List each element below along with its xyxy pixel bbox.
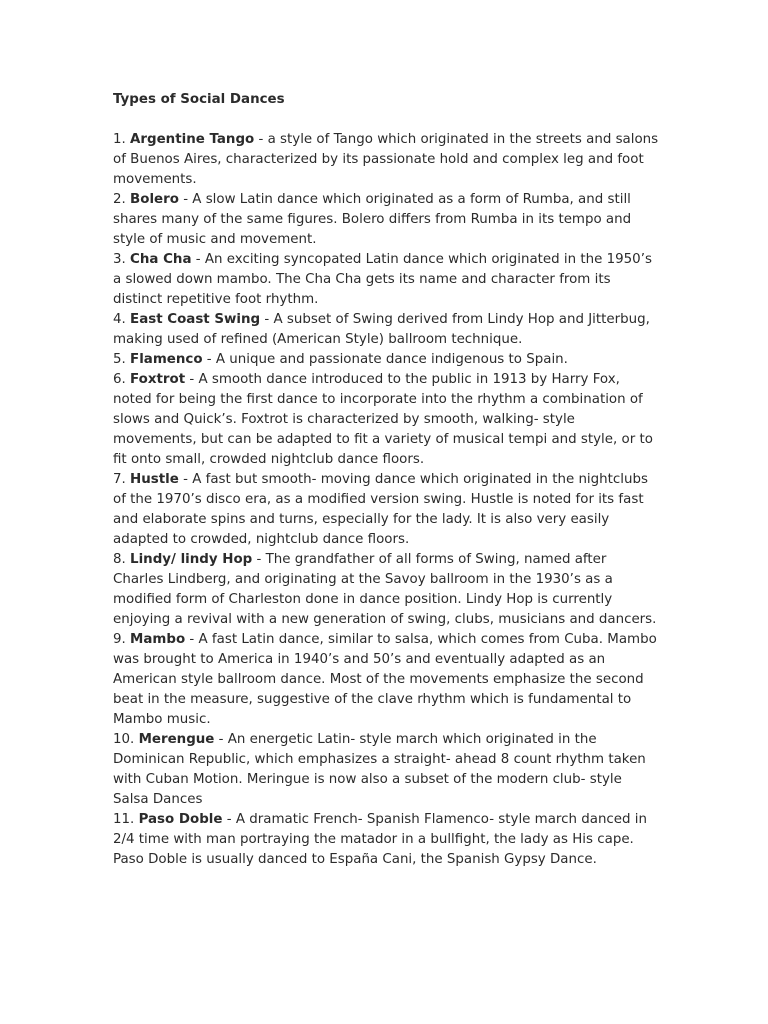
entry-number: 9. bbox=[113, 632, 126, 647]
entry-term: Flamenco bbox=[130, 352, 203, 367]
entry-number: 1. bbox=[113, 132, 126, 147]
dance-entry-merengue bbox=[113, 730, 661, 810]
entry-description: - A smooth dance introduced to the public in 1913 by Harry Fox, noted for being the first dance to incorporate into the rhythm a combination of slows and Quick’s. Foxtrot is characterized by smooth, walking- style movements, but can be adapted to fit a variety of musical tempi and style, or to fit onto small, crowded nightclub dance floors. bbox=[113, 372, 653, 467]
entry-term: Argentine Tango bbox=[130, 132, 255, 147]
entry-description: - An exciting syncopated Latin dance which originated in the 1950’s a slowed down mambo. The Cha Cha gets its name and character from its distinct repetitive foot rhythm. bbox=[113, 252, 652, 307]
entry-number: 10. bbox=[113, 732, 135, 747]
dance-entry-east-coast-swing bbox=[113, 310, 661, 350]
entry-description: - An energetic Latin- style march which originated in the Dominican Republic, which emphasizes a straight- ahead 8 count rhythm taken with Cuban Motion. Meringue is now also a subset of the modern club- style Salsa Dances bbox=[113, 732, 646, 807]
entry-description: - A unique and passionate dance indigenous to Spain. bbox=[202, 352, 568, 367]
entry-number: 5. bbox=[113, 352, 126, 367]
entry-description: - A subset of Swing derived from Lindy Hop and Jitterbug, making used of refined (American Style) ballroom technique. bbox=[113, 312, 650, 347]
entry-number: 6. bbox=[113, 372, 126, 387]
dance-entry-foxtrot bbox=[113, 370, 661, 470]
document-title: Types of Social Dances bbox=[113, 92, 285, 107]
dance-entry-bolero bbox=[113, 190, 661, 250]
entry-term: Paso Doble bbox=[138, 812, 223, 827]
entry-term: Bolero bbox=[130, 192, 179, 207]
document-page bbox=[113, 90, 661, 870]
entry-number: 7. bbox=[113, 472, 126, 487]
entry-term: Lindy/ lindy Hop bbox=[130, 552, 253, 567]
entry-description: - The grandfather of all forms of Swing, named after Charles Lindberg, and originating at the Savoy ballroom in the 1930’s as a modified form of Charleston done in dance position. Lindy Hop is currently enjoying a revival with a new generation of swing, clubs, musicians and dancers. bbox=[113, 552, 657, 627]
entry-description: - A slow Latin dance which originated as a form of Rumba, and still shares many of the same figures. Bolero differs from Rumba in its tempo and style of music and movement. bbox=[113, 192, 632, 247]
entry-description: - a style of Tango which originated in the streets and salons of Buenos Aires, characterized by its passionate hold and complex leg and foot movements. bbox=[113, 132, 659, 187]
dance-entry-flamenco bbox=[113, 350, 661, 370]
entry-term: Merengue bbox=[138, 732, 215, 747]
entry-description: - A fast but smooth- moving dance which originated in the nightclubs of the 1970’s disco era, as a modified version swing. Hustle is noted for its fast and elaborate spins and turns, especially for the lady. It is also very easily adapted to crowded, nightclub dance floors. bbox=[113, 472, 648, 547]
dance-entry-argentine-tango bbox=[113, 130, 661, 190]
dance-list bbox=[113, 130, 661, 870]
entry-term: Mambo bbox=[130, 632, 186, 647]
entry-description: - A dramatic French- Spanish Flamenco- style march danced in 2/4 time with man portraying the matador in a bullfight, the lady as His cape. Paso Doble is usually danced to España Cani, the Spanish Gypsy Dance. bbox=[113, 812, 647, 867]
entry-number: 2. bbox=[113, 192, 126, 207]
dance-entry-cha-cha bbox=[113, 250, 661, 310]
entry-number: 11. bbox=[113, 812, 135, 827]
dance-entry-lindy-hop bbox=[113, 550, 661, 630]
entry-term: Cha Cha bbox=[130, 252, 192, 267]
dance-entry-paso-doble bbox=[113, 810, 661, 870]
dance-entry-hustle bbox=[113, 470, 661, 550]
entry-term: East Coast Swing bbox=[130, 312, 261, 327]
dance-entry-mambo bbox=[113, 630, 661, 730]
entry-term: Hustle bbox=[130, 472, 179, 487]
entry-number: 8. bbox=[113, 552, 126, 567]
entry-number: 4. bbox=[113, 312, 126, 327]
entry-number: 3. bbox=[113, 252, 126, 267]
entry-term: Foxtrot bbox=[130, 372, 186, 387]
entry-description: - A fast Latin dance, similar to salsa, which comes from Cuba. Mambo was brought to America in 1940’s and 50’s and eventually adapted as an American style ballroom dance. Most of the movements emphasize the second beat in the measure, suggestive of the clave rhythm which is fundamental to Mambo music. bbox=[113, 632, 657, 727]
